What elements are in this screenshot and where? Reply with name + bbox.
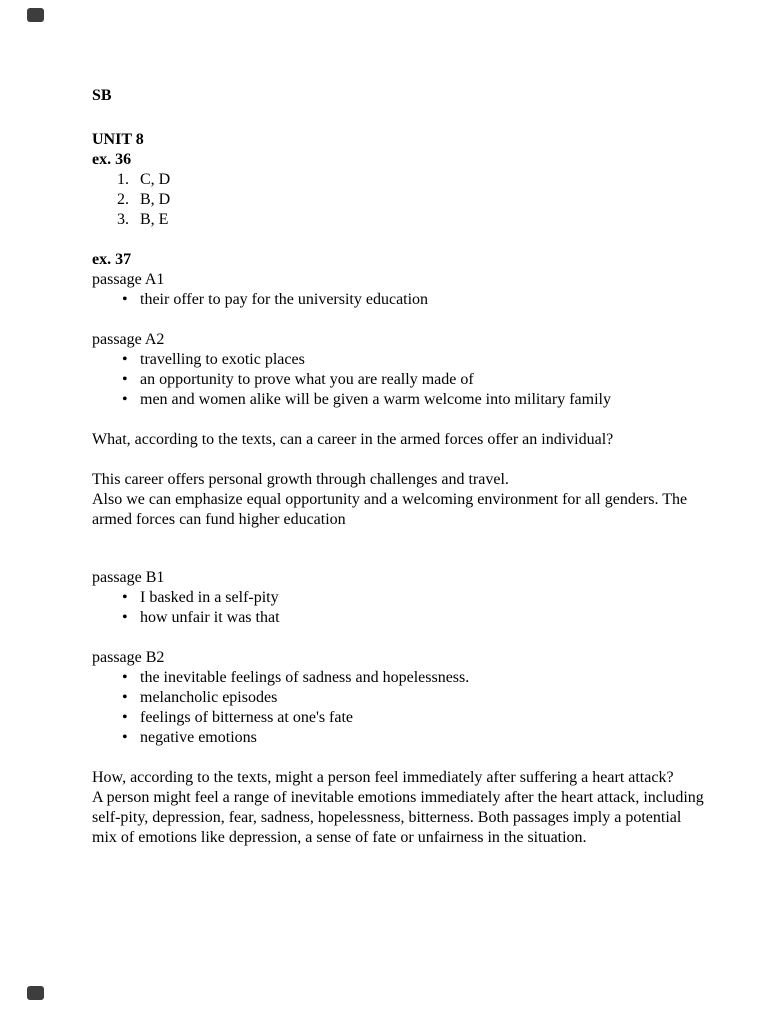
passage-a2-bullet-list: [92, 350, 708, 410]
unit-title: UNIT 8: [92, 131, 144, 148]
bullet-item: • feelings of bitterness at one's fate: [92, 708, 708, 728]
passage-a2-label: passage A2: [92, 331, 165, 348]
bullet-item: • men and women alike will be given a warm welcome into military family: [92, 390, 708, 410]
answer-marker: 3.: [117, 211, 129, 228]
answer-text: C, D: [140, 171, 171, 188]
answer-a-paragraph: Also we can emphasize equal opportunity and a welcoming environment for all genders. The armed forces can fund higher education: [92, 491, 688, 528]
passage-a1-label: passage A1: [92, 271, 165, 288]
bullet-item: • I basked in a self-pity: [92, 588, 708, 608]
passage-b2-bullet-list: [92, 668, 708, 748]
answer-marker: 2.: [117, 191, 129, 208]
answer-a-paragraph: This career offers personal growth through challenges and travel.: [92, 471, 509, 488]
ex36-title: ex. 36: [92, 151, 132, 168]
bullet-item: • travelling to exotic places: [92, 350, 708, 370]
answer-marker: 1.: [117, 171, 129, 188]
document-page: [92, 86, 708, 848]
bullet-item: • the inevitable feelings of sadness and hopelessness.: [92, 668, 708, 688]
passage-b2-label: passage B2: [92, 649, 165, 666]
bullet-item: • their offer to pay for the university education: [92, 290, 708, 310]
bullet-item: • negative emotions: [92, 728, 708, 748]
doc-header: SB: [92, 87, 112, 104]
bullet-item: • how unfair it was that: [92, 608, 708, 628]
ex36-answer-list: [92, 170, 708, 230]
answer-text: B, D: [140, 191, 171, 208]
viewer-corner-top-left: [27, 8, 44, 22]
answer-item: [117, 210, 708, 230]
answer-b-paragraph: A person might feel a range of inevitable emotions immediately after the heart attack, including self-pity, depression, fear, sadness, hopelessness, bitterness. Both passages imply a potential mix of emotions like depression, a sense of fate or unfairness in the situation.: [92, 789, 704, 846]
question-b: How, according to the texts, might a person feel immediately after suffering a heart attack?: [92, 769, 674, 786]
bullet-item: • an opportunity to prove what you are really made of: [92, 370, 708, 390]
answer-item: [117, 170, 708, 190]
question-a: What, according to the texts, can a career in the armed forces offer an individual?: [92, 431, 614, 448]
bullet-item: • melancholic episodes: [92, 688, 708, 708]
viewer-corner-bottom-left: [27, 986, 44, 1000]
answer-item: [117, 190, 708, 210]
ex37-title: ex. 37: [92, 251, 132, 268]
passage-a1-bullet-list: [92, 290, 708, 310]
answer-text: B, E: [140, 211, 169, 228]
passage-b1-bullet-list: [92, 588, 708, 628]
passage-b1-label: passage B1: [92, 569, 165, 586]
